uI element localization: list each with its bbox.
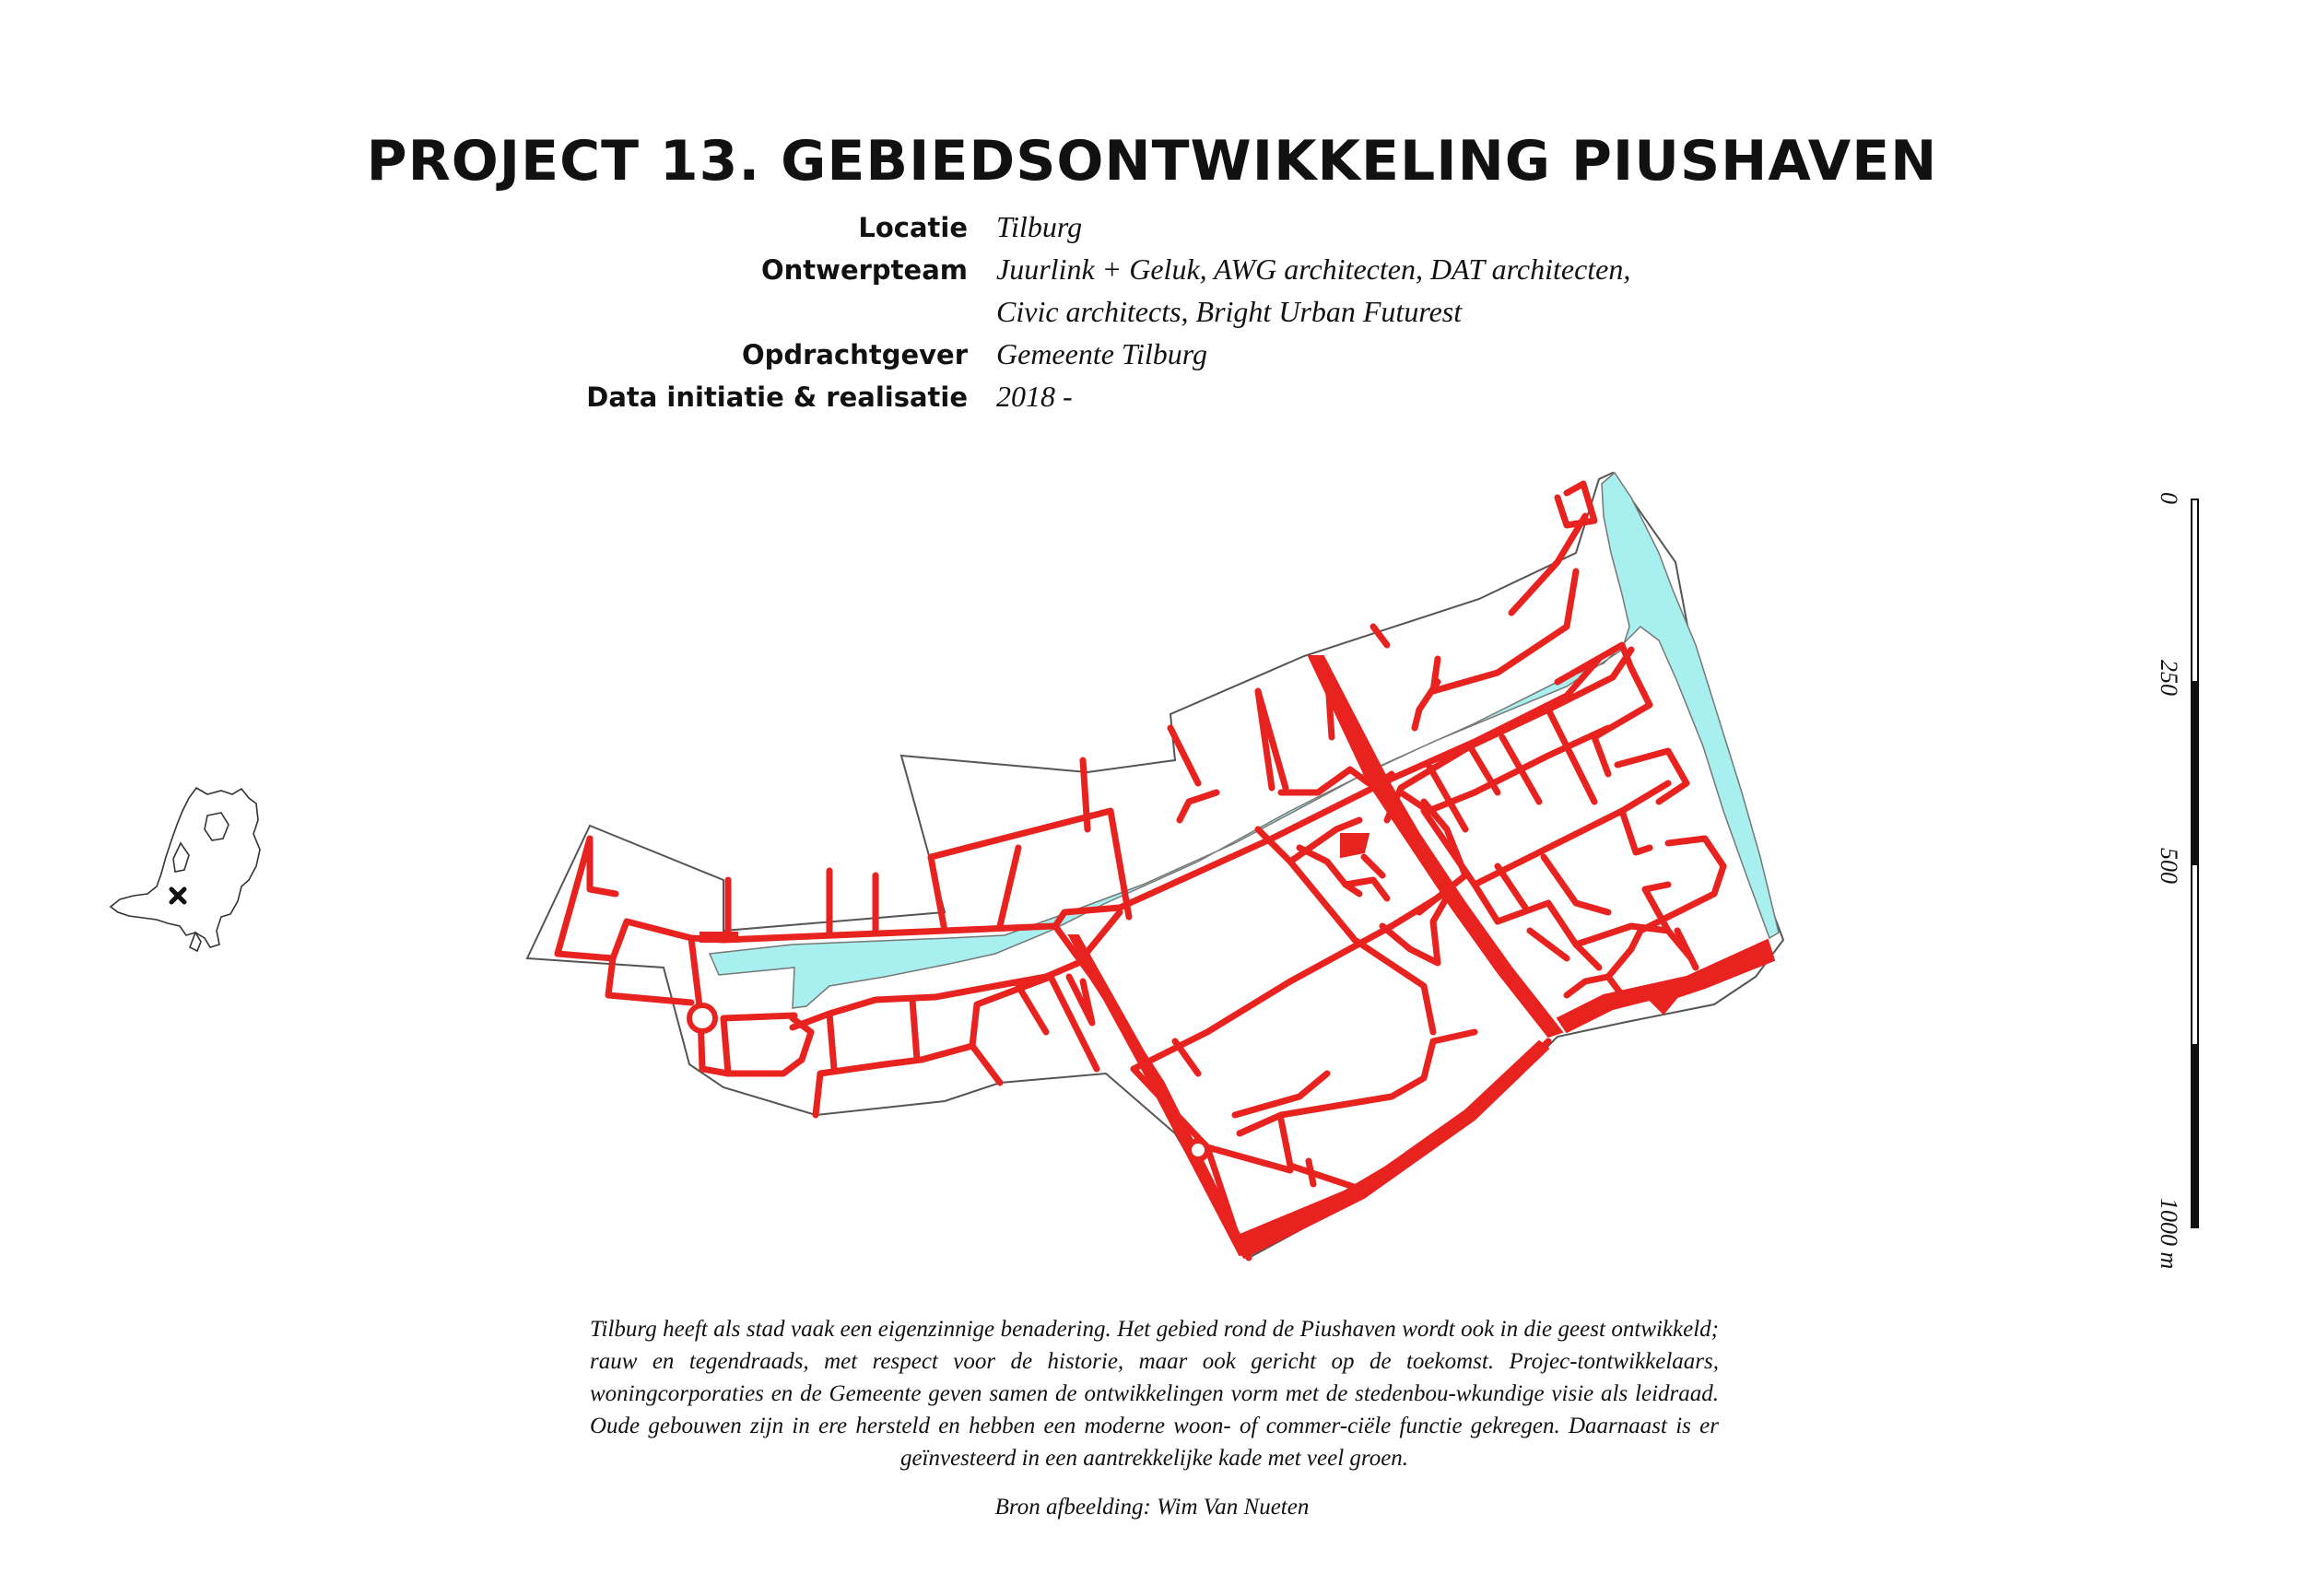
site-boundary (527, 473, 1783, 1258)
scale-label-500: 500 (2156, 848, 2182, 884)
roundabout-west (689, 1005, 715, 1031)
main-road (700, 933, 737, 942)
client-value: Gemeente Tilburg (996, 337, 1207, 370)
street (1083, 760, 1087, 829)
street (829, 1014, 834, 1069)
scale-bar-segment-2 (2192, 682, 2198, 864)
dates-label: Data initiatie & realisatie (586, 381, 968, 413)
scale-bar-segment-3 (2192, 864, 2198, 1045)
location-label: Locatie (858, 212, 968, 243)
page-title: PROJECT 13. GEBIEDSONTWIKKELING PIUSHAVEN (366, 129, 1938, 194)
scale-bar (2192, 499, 2198, 1227)
location-value: Tilburg (996, 210, 1083, 243)
team-value-line1: Juurlink + Geluk, AWG architecten, DAT architecten, (996, 252, 1631, 286)
street (912, 1000, 917, 1060)
description-paragraph: Tilburg heeft als stad vaak een eigenzinnige benadering. Het gebied rond de Piushaven wordt ook in die geest ontwikkeld; rauw en tegendraads, met respect voor de historie, maar ook gericht op de toekomst. Projec-tontwikkelaars, woningcorporaties en de Gemeente geven samen de ontwikkelingen vorm met de stedenbou-wkundige visie als leidraad. Oude gebouwen zijn in ere hersteld en hebben een moderne woon- of commer-ciële functie gekregen. Daarnaast is er geïnvesteerd in een aantrekkelijke kade met veel groen. (590, 1317, 1719, 1471)
scale-bar-segment-4 (2192, 1045, 2198, 1227)
team-label: Ontwerpteam (761, 254, 968, 286)
street (1309, 1161, 1313, 1184)
team-value-line2: Civic architects, Bright Urban Futurest (996, 295, 1463, 328)
location-marker-icon (171, 889, 184, 902)
scale-label-250: 250 (2156, 660, 2182, 696)
scale-bar-segment-1 (2192, 499, 2198, 682)
scale-label-0: 0 (2156, 492, 2182, 504)
street (1558, 484, 1594, 525)
client-label: Opdrachtgever (741, 339, 968, 370)
netherlands-locator-map (111, 788, 260, 951)
dates-value: 2018 - (996, 380, 1073, 413)
image-source: Bron afbeelding: Wim Van Nueten (994, 1495, 1310, 1520)
roundabout-south (1189, 1141, 1207, 1159)
scale-label-1000: 1000 m (2156, 1198, 2182, 1270)
